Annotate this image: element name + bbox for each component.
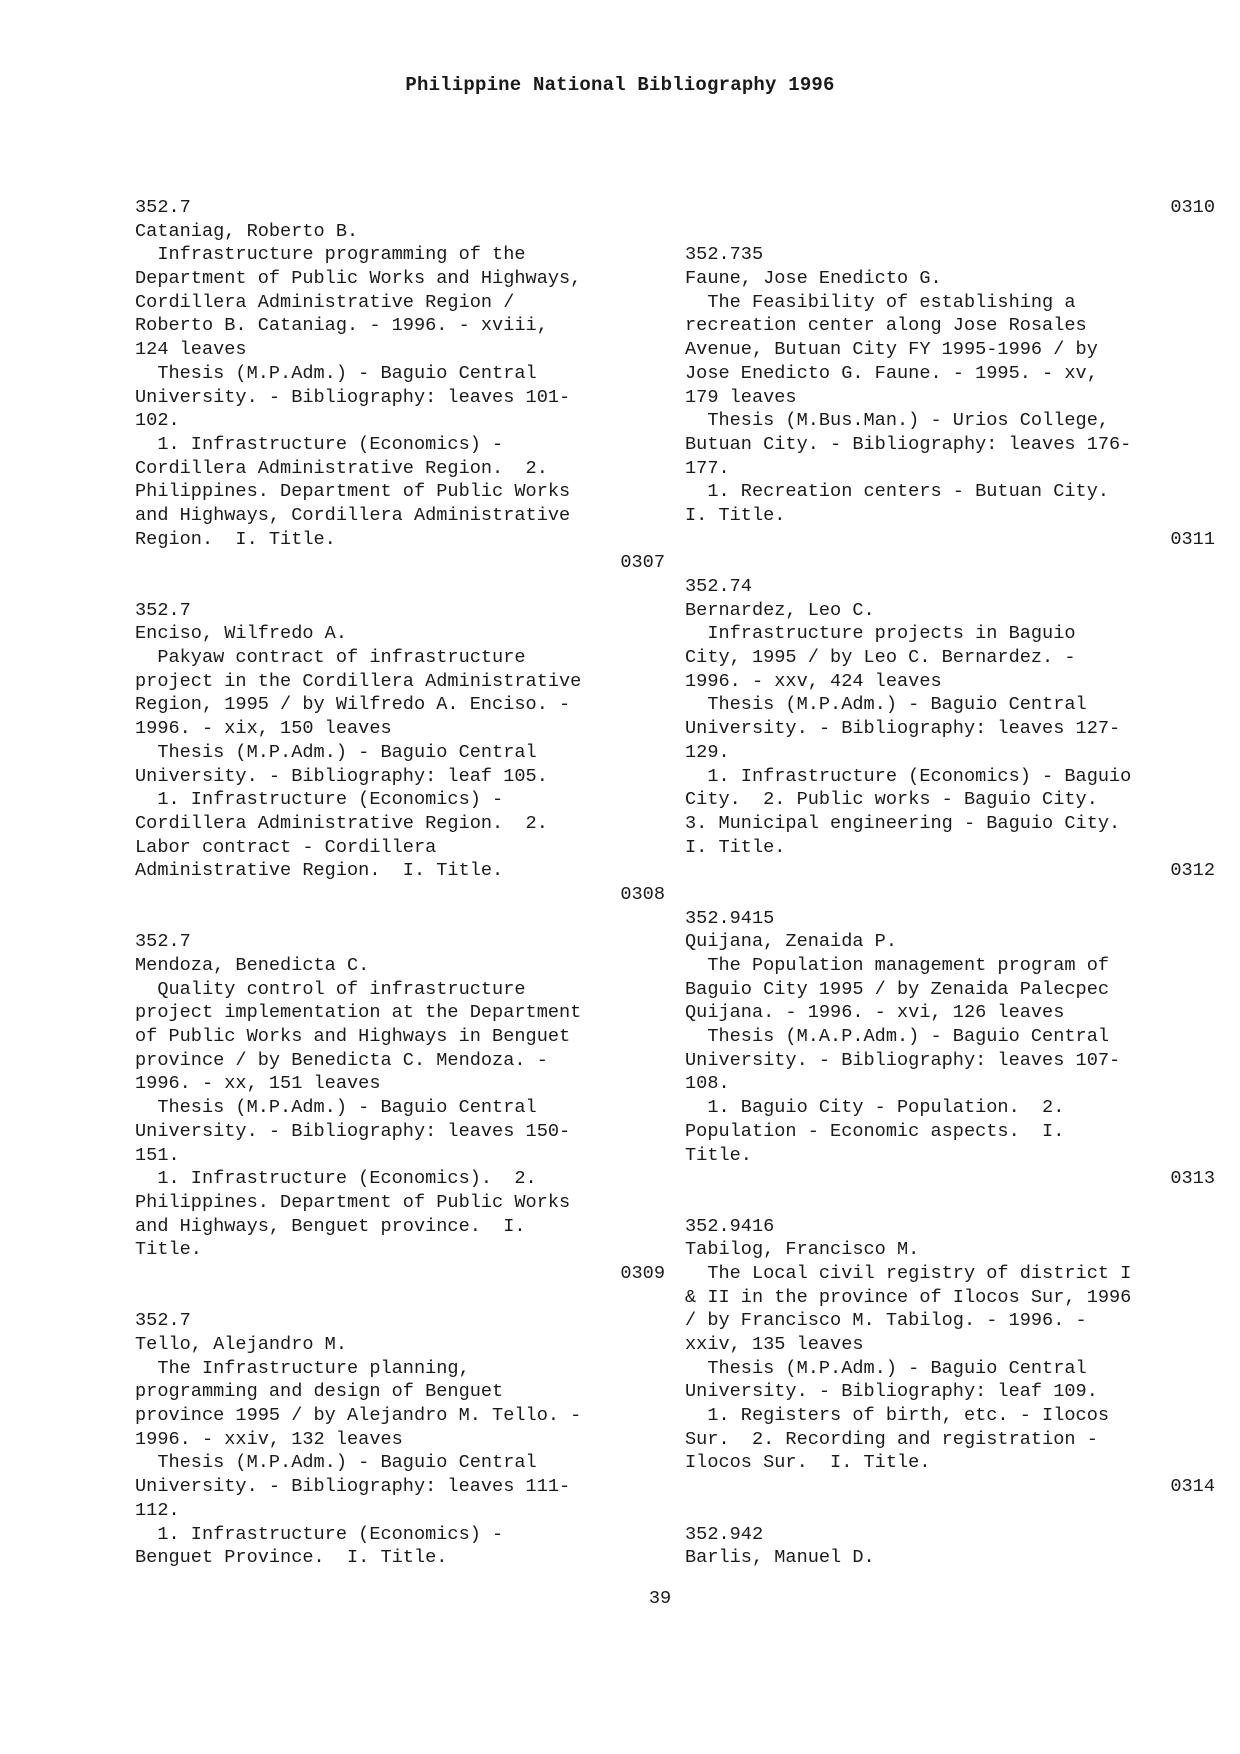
- entry-line: Infrastructure programming of the: [135, 244, 526, 266]
- entry-line: 124 leaves: [135, 339, 247, 361]
- entry-line: City. 2. Public works - Baguio City.: [685, 789, 1098, 811]
- entry-line: Baguio City 1995 / by Zenaida Palecpec: [685, 978, 1110, 1000]
- entry-line: project implementation at the Department: [135, 1002, 582, 1024]
- entry-call-number: 352.7: [135, 599, 191, 621]
- entry-line: 112.: [135, 1499, 180, 1521]
- entry-line: University. - Bibliography: leaves 127-: [685, 718, 1121, 740]
- entry-line: 1. Infrastructure (Economics) -: [135, 433, 504, 455]
- entry-line: Quijana, Zenaida P.: [685, 931, 898, 953]
- entry-line: Sur. 2. Recording and registration -: [685, 1428, 1098, 1450]
- entry-line: and Highways, Benguet province. I.: [135, 1215, 526, 1237]
- entry-line: 1. Infrastructure (Economics) -: [135, 789, 504, 811]
- entry-record-number: 0308: [620, 883, 665, 905]
- entry-line: Cordillera Administrative Region /: [135, 291, 515, 313]
- entry-line: Thesis (M.P.Adm.) - Baguio Central: [135, 1097, 537, 1119]
- entry-line: & II in the province of Ilocos Sur, 1996: [685, 1286, 1132, 1308]
- entry-line: University. - Bibliography: leaves 107-: [685, 1049, 1121, 1071]
- entry-line: Region. I. Title.: [135, 528, 336, 550]
- entry-line: University. - Bibliography: leaf 105.: [135, 765, 548, 787]
- entry-line: The Feasibility of establishing a: [685, 291, 1076, 313]
- entry-record-number: 0307: [620, 552, 665, 574]
- entry-line: 1. Infrastructure (Economics) -: [135, 1523, 504, 1545]
- entry-line: Thesis (M.P.Adm.) - Baguio Central: [685, 1357, 1087, 1379]
- entry-line: 1. Registers of birth, etc. - Ilocos: [685, 1405, 1110, 1427]
- entry-record-number: 0313: [1170, 1168, 1215, 1190]
- entry-line: Quijana. - 1996. - xvi, 126 leaves: [685, 1002, 1065, 1024]
- entry-call-number: 352.7: [135, 931, 191, 953]
- entry-line: Mendoza, Benedicta C.: [135, 955, 370, 976]
- entry-line: Infrastructure projects in Baguio: [685, 623, 1076, 645]
- entry-line: Labor contract - Cordillera: [135, 836, 437, 858]
- entry-line: Cordillera Administrative Region. 2.: [135, 812, 548, 834]
- entry-line: Bernardez, Leo C.: [685, 599, 875, 621]
- entry-line: Title.: [135, 1239, 202, 1261]
- entry-line: The Population management program of: [685, 955, 1110, 976]
- entry-line: 1. Recreation centers - Butuan City.: [685, 481, 1110, 503]
- entry-line: Quality control of infrastructure: [135, 978, 526, 1000]
- entry-line: recreation center along Jose Rosales: [685, 315, 1087, 337]
- entry-line: 177.: [685, 457, 730, 479]
- entry-line: xxiv, 135 leaves: [685, 1334, 864, 1355]
- entry-line: The Local civil registry of district I: [685, 1262, 1132, 1284]
- entry-line: University. - Bibliography: leaves 150-: [135, 1120, 571, 1142]
- entry-line: Pakyaw contract of infrastructure: [135, 647, 526, 669]
- entry-line: Population - Economic aspects. I.: [685, 1120, 1065, 1142]
- entry-line: Thesis (M.A.P.Adm.) - Baguio Central: [685, 1026, 1110, 1048]
- page-number: 39: [648, 1588, 672, 1609]
- entry-line: Faune, Jose Enedicto G.: [685, 268, 942, 290]
- entry-line: 1996. - xxiv, 132 leaves: [135, 1428, 403, 1450]
- entry-line: 1996. - xix, 150 leaves: [135, 718, 392, 740]
- entry-line: programming and design of Benguet: [135, 1381, 504, 1403]
- entry-line: 1. Infrastructure (Economics). 2.: [135, 1168, 537, 1190]
- entry-line: Tabilog, Francisco M.: [685, 1239, 920, 1261]
- page-header-title: Philippine National Bibliography 1996: [405, 74, 835, 96]
- entry-line: 3. Municipal engineering - Baguio City.: [685, 812, 1121, 834]
- entry-line: Philippines. Department of Public Works: [135, 481, 571, 503]
- entry-line: Tello, Alejandro M.: [135, 1334, 348, 1355]
- entry-spacer: [685, 551, 1215, 575]
- entry-line: Region, 1995 / by Wilfredo A. Enciso. -: [135, 694, 571, 716]
- entry-line: Department of Public Works and Highways,: [135, 268, 582, 290]
- entry-call-number: 352.7: [135, 1310, 191, 1332]
- entry-spacer: [135, 907, 665, 931]
- entry-spacer: [685, 1191, 1215, 1215]
- entry-line: Administrative Region. I. Title.: [135, 860, 504, 882]
- entry-line: Avenue, Butuan City FY 1995-1996 / by: [685, 339, 1098, 361]
- entry-line: Enciso, Wilfredo A.: [135, 623, 348, 645]
- entry-line: City, 1995 / by Leo C. Bernardez. -: [685, 647, 1076, 669]
- entry-record-number: 0310: [1170, 197, 1215, 218]
- entry-line: project in the Cordillera Administrative: [135, 670, 582, 692]
- entry-line: Thesis (M.P.Adm.) - Baguio Central: [135, 1452, 537, 1474]
- entry-line: and Highways, Cordillera Administrative: [135, 504, 571, 526]
- entry-line: 1. Infrastructure (Economics) - Baguio: [685, 765, 1132, 787]
- entry-line: Butuan City. - Bibliography: leaves 176-: [685, 433, 1132, 455]
- entry-line: 129.: [685, 741, 730, 763]
- entry-line: Ilocos Sur. I. Title.: [685, 1452, 931, 1474]
- entry-line: 151.: [135, 1144, 180, 1166]
- bibliography-column-right: [685, 196, 1215, 1570]
- entry-line: Barlis, Manuel D.: [685, 1547, 875, 1569]
- entry-line: Philippines. Department of Public Works: [135, 1191, 571, 1213]
- entry-call-number: 352.9415: [685, 907, 775, 929]
- entry-line: I. Title.: [685, 504, 786, 526]
- entry-record-number: 0314: [1170, 1476, 1215, 1498]
- entry-line: Thesis (M.P.Adm.) - Baguio Central: [135, 741, 537, 763]
- entry-line: 1. Baguio City - Population. 2.: [685, 1097, 1065, 1119]
- entry-line: of Public Works and Highways in Benguet: [135, 1026, 571, 1048]
- entry-line: / by Francisco M. Tabilog. - 1996. -: [685, 1310, 1087, 1332]
- entry-line: 102.: [135, 410, 180, 432]
- entry-line: Roberto B. Cataniag. - 1996. - xviii,: [135, 315, 548, 337]
- entry-call-number: 352.74: [685, 576, 752, 597]
- entry-line: Thesis (M.Bus.Man.) - Urios College,: [685, 410, 1110, 432]
- entry-line: province / by Benedicta C. Mendoza. -: [135, 1049, 548, 1071]
- entry-line: Cordillera Administrative Region. 2.: [135, 457, 548, 479]
- entry-call-number: 352.735: [685, 244, 764, 266]
- entry-line: 1996. - xx, 151 leaves: [135, 1073, 381, 1095]
- entry-line: University. - Bibliography: leaves 101-: [135, 386, 571, 408]
- entry-call-number: 352.7: [135, 197, 191, 218]
- entry-line: The Infrastructure planning,: [135, 1357, 470, 1379]
- entry-line: Benguet Province. I. Title.: [135, 1547, 448, 1569]
- entry-call-number: 352.9416: [685, 1215, 775, 1237]
- entry-spacer: [685, 220, 1215, 244]
- entry-record-number: 0309: [620, 1262, 665, 1284]
- entry-spacer: [135, 575, 665, 599]
- entry-line: province 1995 / by Alejandro M. Tello. -: [135, 1405, 582, 1427]
- entry-line: Title.: [685, 1144, 752, 1166]
- entry-line: Thesis (M.P.Adm.) - Baguio Central: [135, 362, 537, 384]
- entry-record-number: 0311: [1170, 528, 1215, 550]
- entry-line: Cataniag, Roberto B.: [135, 220, 359, 242]
- entry-line: I. Title.: [685, 836, 786, 858]
- entry-record-number: 0312: [1170, 860, 1215, 882]
- entry-line: University. - Bibliography: leaf 109.: [685, 1381, 1098, 1403]
- entry-spacer: [685, 883, 1215, 907]
- entry-spacer: [685, 1499, 1215, 1523]
- entry-line: Thesis (M.P.Adm.) - Baguio Central: [685, 694, 1087, 716]
- entry-line: University. - Bibliography: leaves 111-: [135, 1476, 571, 1498]
- entry-line: 108.: [685, 1073, 730, 1095]
- entry-spacer: [135, 1286, 665, 1310]
- entry-line: 1996. - xxv, 424 leaves: [685, 670, 942, 692]
- entry-line: Jose Enedicto G. Faune. - 1995. - xv,: [685, 362, 1098, 384]
- entry-call-number: 352.942: [685, 1523, 764, 1545]
- bibliography-column-left: [135, 196, 665, 1570]
- entry-line: 179 leaves: [685, 386, 797, 408]
